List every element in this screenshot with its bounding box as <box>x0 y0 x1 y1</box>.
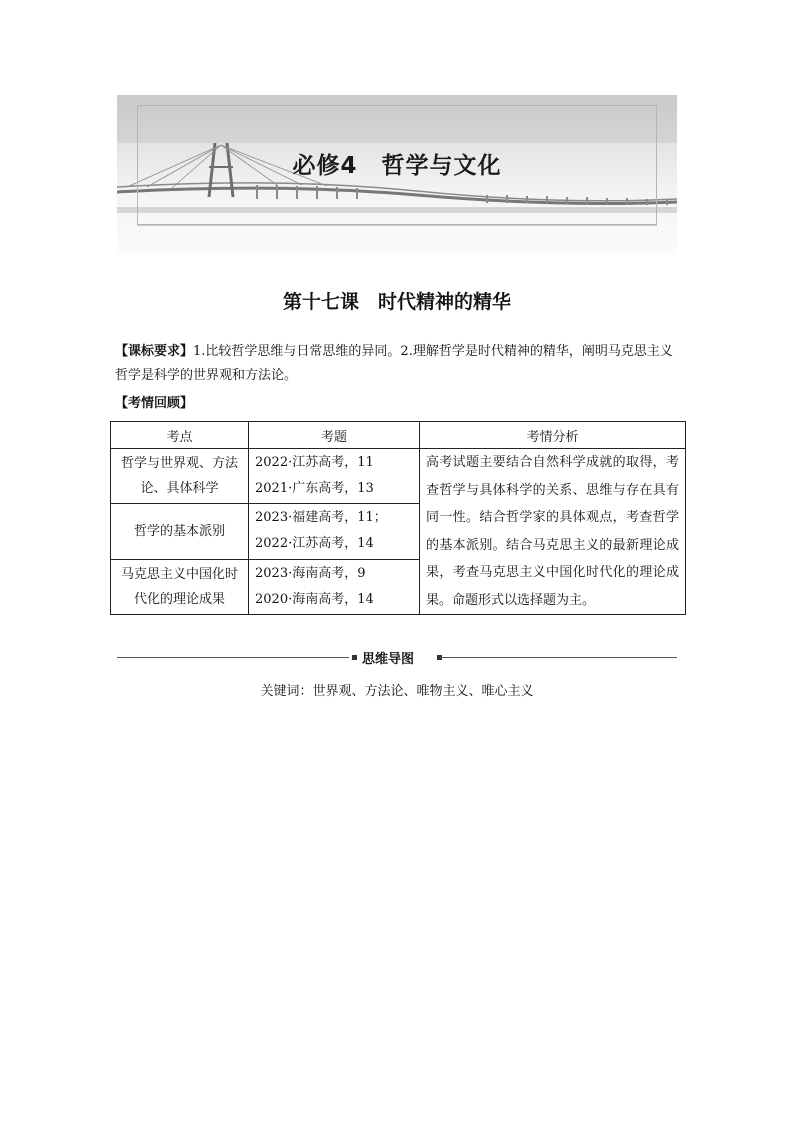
exam-question: 2021·广东高考，13 <box>255 481 374 497</box>
header-cell: 考点 <box>111 422 249 449</box>
analysis-cell: 高考试题主要结合自然科学成就的取得，考查哲学与具体科学的关系、思维与存在具有同一性。结合哲学家的具体观点，考查哲学的基本派别。结合马克思主义的最新理论成果，考查马克思主义中国化时代化的理论成果。命题形式以选择题为主。 <box>420 449 686 615</box>
section-divider-left <box>117 657 349 658</box>
curriculum-standards <box>115 340 685 388</box>
header-cell: 考情分析 <box>420 422 686 449</box>
table-row <box>111 449 686 504</box>
exam-question: 2020·海南高考，14 <box>255 591 374 607</box>
mindmap-keywords: 关键词：世界观、方法论、唯物主义、唯心主义 <box>260 684 534 699</box>
standards-text: 1.比较哲学思维与日常思维的异同。2.理解哲学是时代精神的精华，阐明马克思主义哲学是科学的世界观和方法论。 <box>115 344 673 383</box>
table-header-row <box>111 422 686 449</box>
exam-review-label: 【考情回顾】 <box>115 396 194 411</box>
exam-question: 2022·江苏高考，11 <box>255 455 374 471</box>
exam-point-cell: 哲学的基本派别 <box>111 504 249 559</box>
module-title: 必修4 哲学与文化 <box>292 153 502 179</box>
header-cell: 考题 <box>249 422 420 449</box>
exam-point-cell: 哲学与世界观、方法论、具体科学 <box>111 449 249 504</box>
exam-question: 2022·江苏高考，14 <box>255 536 374 552</box>
exam-question: 2023·福建高考，11； <box>255 510 387 526</box>
section-divider-right <box>440 657 677 658</box>
header-banner <box>117 95 677 255</box>
exam-questions-cell <box>249 504 420 559</box>
mindmap-title: 思维导图 <box>362 652 415 667</box>
exam-question: 2023·海南高考，9 <box>255 565 366 581</box>
divider-dot <box>352 655 357 660</box>
standards-tag: 【课标要求】 <box>115 344 194 359</box>
exam-questions-cell <box>249 449 420 504</box>
lesson-title: 第十七课 时代精神的精华 <box>282 291 511 313</box>
exam-questions-cell <box>249 559 420 614</box>
exam-point-cell: 马克思主义中国化时代化的理论成果 <box>111 559 249 614</box>
exam-review-table <box>110 421 686 615</box>
